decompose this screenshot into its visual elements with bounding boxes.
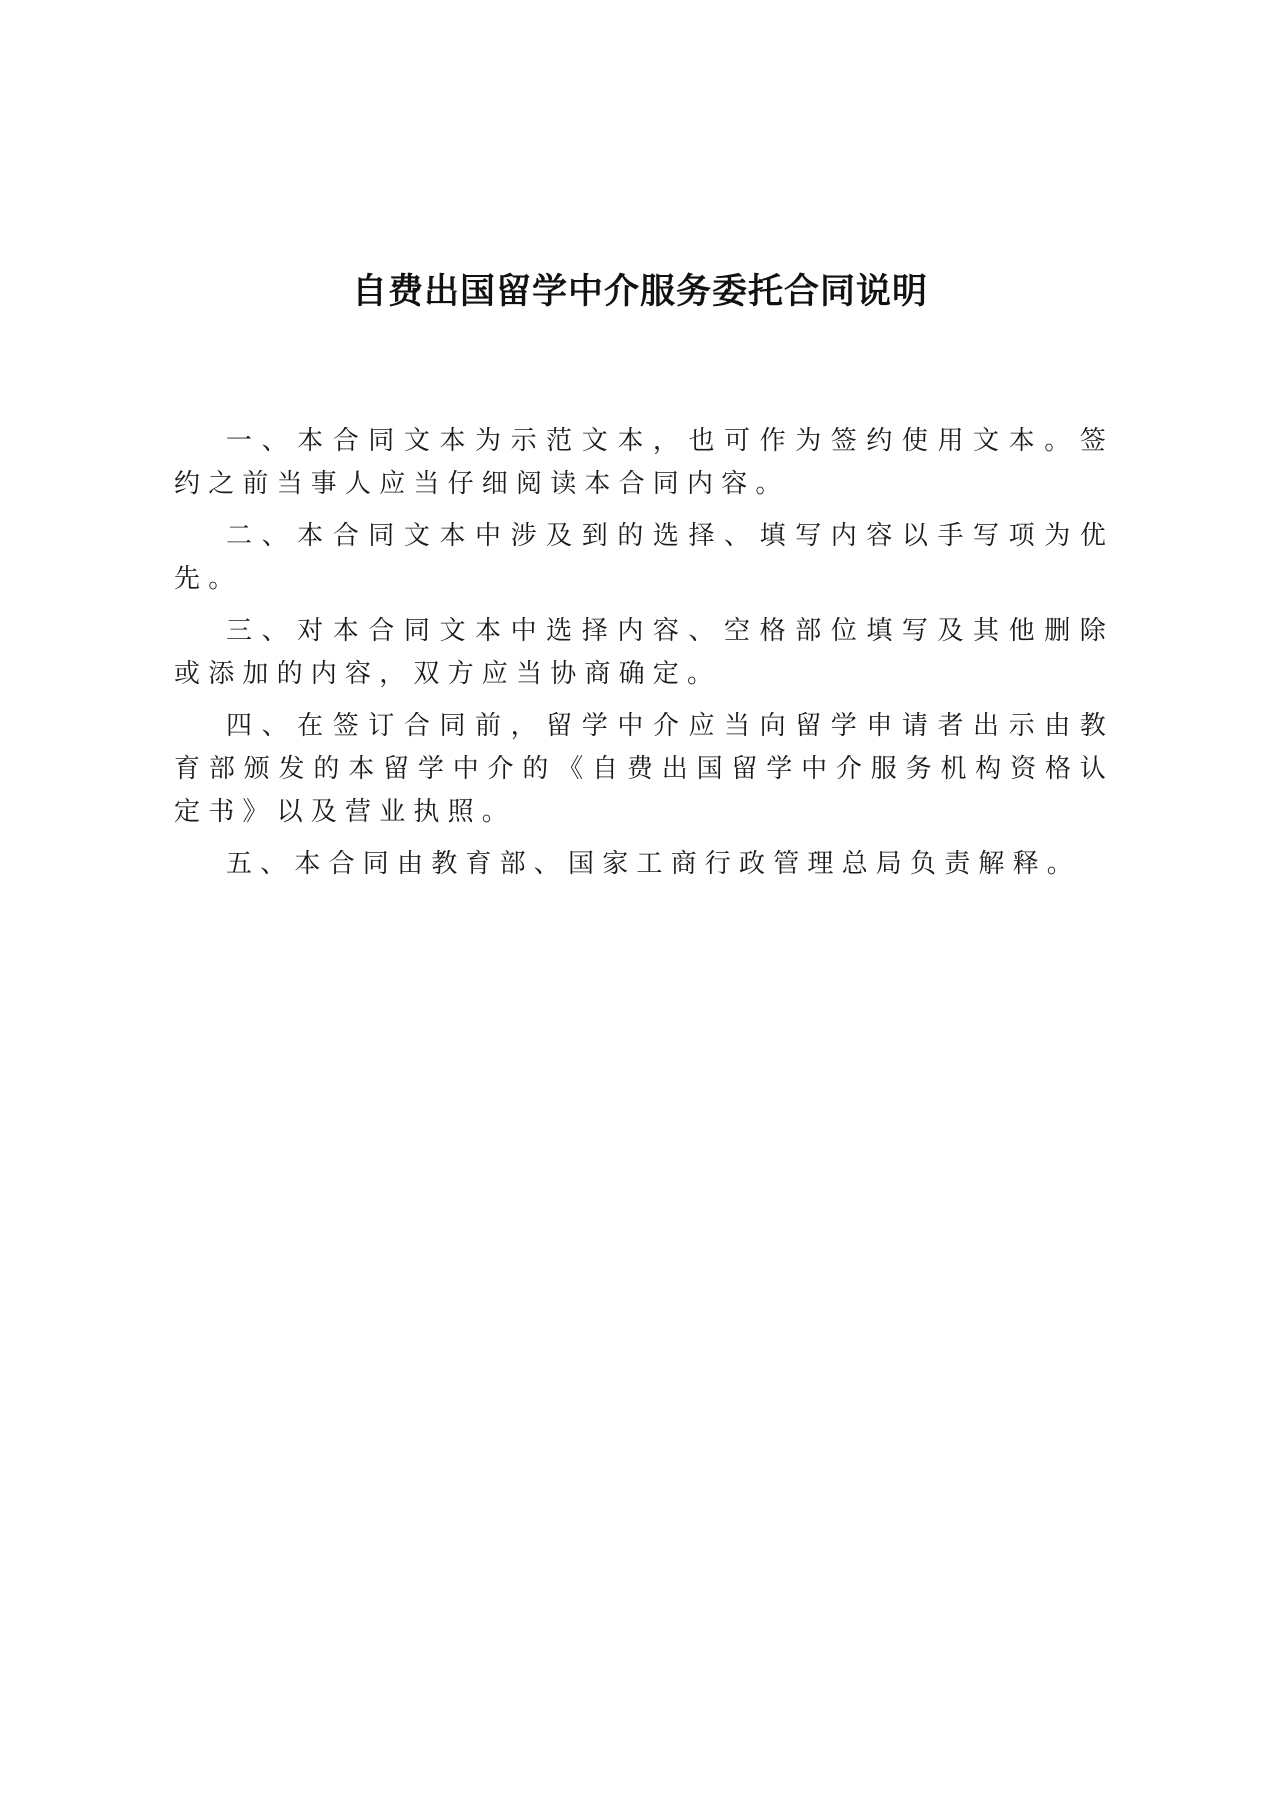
paragraph-4: 四、在签订合同前，留学中介应当向留学申请者出示由教育部颁发的本留学中介的《自费出国留学中介服务机构资格认定书》以及营业执照。 [174, 711, 1114, 827]
paragraph-5: 五、本合同由教育部、国家工商行政管理总局负责解释。 [226, 849, 1082, 879]
paragraph-1: 一、本合同文本为示范文本，也可作为签约使用文本。签约之前当事人应当仔细阅读本合同内容。 [174, 426, 1114, 499]
paragraph-2: 二、本合同文本中涉及到的选择、填写内容以手写项为优先。 [174, 521, 1114, 594]
document-body [174, 420, 1114, 895]
paragraph-3: 三、对本合同文本中选择内容、空格部位填写及其他删除或添加的内容，双方应当协商确定。 [174, 616, 1114, 689]
document-title: 自费出国留学中介服务委托合同说明 [351, 272, 928, 312]
